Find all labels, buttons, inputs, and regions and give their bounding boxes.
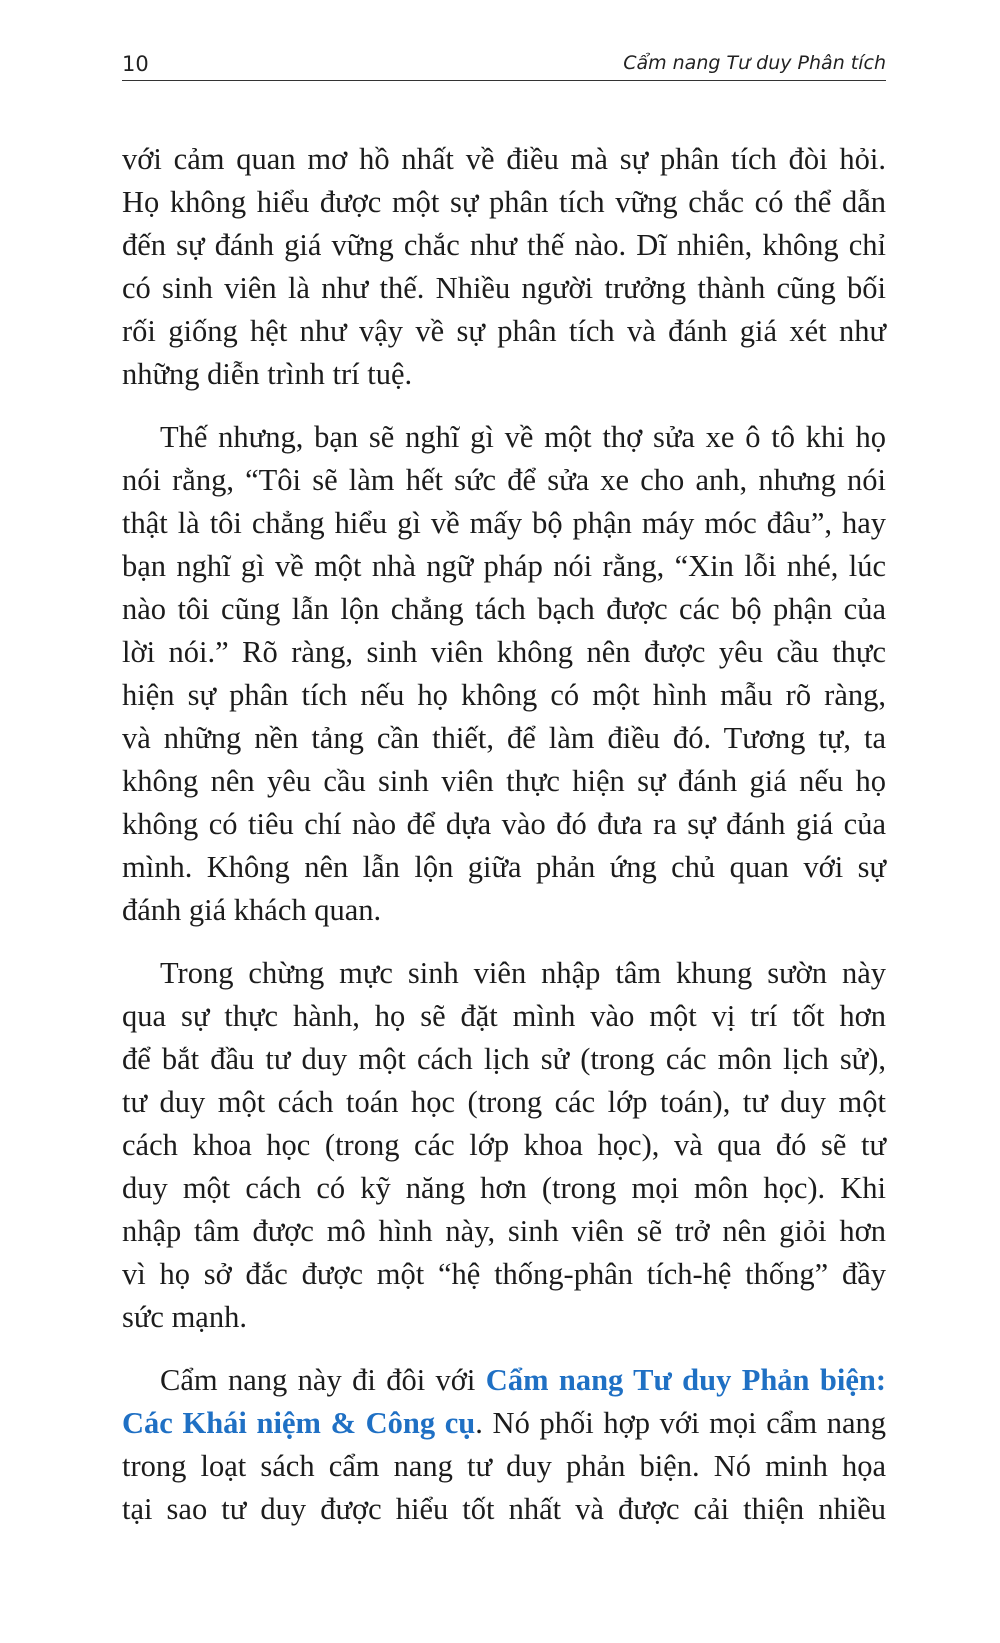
text-line: qua sự thực hành, họ sẽ đặt mình vào một vị trí tốt hơn — [122, 999, 886, 1033]
running-header — [122, 48, 886, 88]
text-line: mình. Không nên lẫn lộn giữa phản ứng chủ quan với sự — [122, 850, 886, 884]
text-line: với cảm quan mơ hồ nhất về điều mà sự phân tích đòi hỏi. — [122, 142, 886, 176]
text-line: nào tôi cũng lẫn lộn chẳng tách bạch được các bộ phận của — [122, 592, 886, 626]
text-line: cách khoa học (trong các lớp khoa học), và qua đó sẽ tư — [122, 1128, 886, 1162]
text-fragment: Cẩm nang này đi đôi với — [160, 1363, 486, 1397]
text-line: không nên yêu cầu sinh viên thực hiện sự đánh giá nếu họ — [122, 764, 886, 798]
text-line: đánh giá khách quan. — [122, 893, 382, 927]
paragraph-1 — [122, 138, 886, 396]
text-line: Trong chừng mực sinh viên nhập tâm khung sườn này — [160, 956, 886, 990]
text-line: nhập tâm được mô hình này, sinh viên sẽ trở nên giỏi hơn — [122, 1214, 886, 1248]
header-rule — [122, 80, 886, 81]
text-line: sức mạnh. — [122, 1300, 247, 1334]
text-line: hiện sự phân tích nếu họ không có một hình mẫu rõ ràng, — [122, 678, 886, 712]
text-line: nói rằng, “Tôi sẽ làm hết sức để sửa xe cho anh, nhưng nói — [122, 463, 886, 497]
text-line: lời nói.” Rõ ràng, sinh viên không nên được yêu cầu thực — [122, 635, 886, 669]
text-line: có sinh viên là như thế. Nhiều người trưởng thành cũng bối — [122, 271, 886, 305]
text-line: những diễn trình trí tuệ. — [122, 357, 413, 391]
body-text — [122, 138, 886, 1551]
paragraph-3 — [122, 952, 886, 1339]
text-line: vì họ sở đắc được một “hệ thống-phân tích-hệ thống” đầy — [122, 1257, 886, 1291]
paragraph-4 — [122, 1359, 886, 1531]
book-reference-link: Cẩm nang Tư duy Phản biện: — [485, 1363, 886, 1397]
text-line: không có tiêu chí nào để dựa vào đó đưa ra sự đánh giá của — [122, 807, 886, 841]
book-reference-link: Các Khái niệm & Công cụ — [122, 1406, 476, 1440]
text-line: Họ không hiểu được một sự phân tích vững chắc có thể dẫn — [122, 185, 886, 219]
book-title: Cẩm nang Tư duy Phân tích — [623, 52, 886, 74]
text-line: tư duy một cách toán học (trong các lớp toán), tư duy một — [122, 1085, 886, 1119]
text-line: để bắt đầu tư duy một cách lịch sử (trong các môn lịch sử), — [122, 1042, 886, 1076]
text-line: và những nền tảng cần thiết, để làm điều đó. Tương tự, ta — [122, 721, 886, 755]
page-number: 10 — [122, 52, 149, 76]
text-line: tại sao tư duy được hiểu tốt nhất và được cải thiện nhiều — [122, 1492, 886, 1526]
text-fragment: . Nó phối hợp với mọi cẩm nang — [475, 1406, 887, 1440]
text-line: duy một cách có kỹ năng hơn (trong mọi môn học). Khi — [122, 1171, 886, 1205]
paragraph-2 — [122, 416, 886, 932]
text-line: trong loạt sách cẩm nang tư duy phản biện. Nó minh họa — [122, 1449, 886, 1483]
text-line: thật là tôi chẳng hiểu gì về mấy bộ phận máy móc đâu”, hay — [122, 506, 886, 540]
text-line — [122, 1402, 886, 1445]
text-line — [122, 1359, 886, 1402]
text-line: Thế nhưng, bạn sẽ nghĩ gì về một thợ sửa xe ô tô khi họ — [160, 420, 886, 454]
text-line: đến sự đánh giá vững chắc như thế nào. Dĩ nhiên, không chỉ — [122, 228, 886, 262]
text-line: rối giống hệt như vậy về sự phân tích và đánh giá xét như — [122, 314, 886, 348]
text-line: bạn nghĩ gì về một nhà ngữ pháp nói rằng, “Xin lỗi nhé, lúc — [122, 549, 886, 583]
